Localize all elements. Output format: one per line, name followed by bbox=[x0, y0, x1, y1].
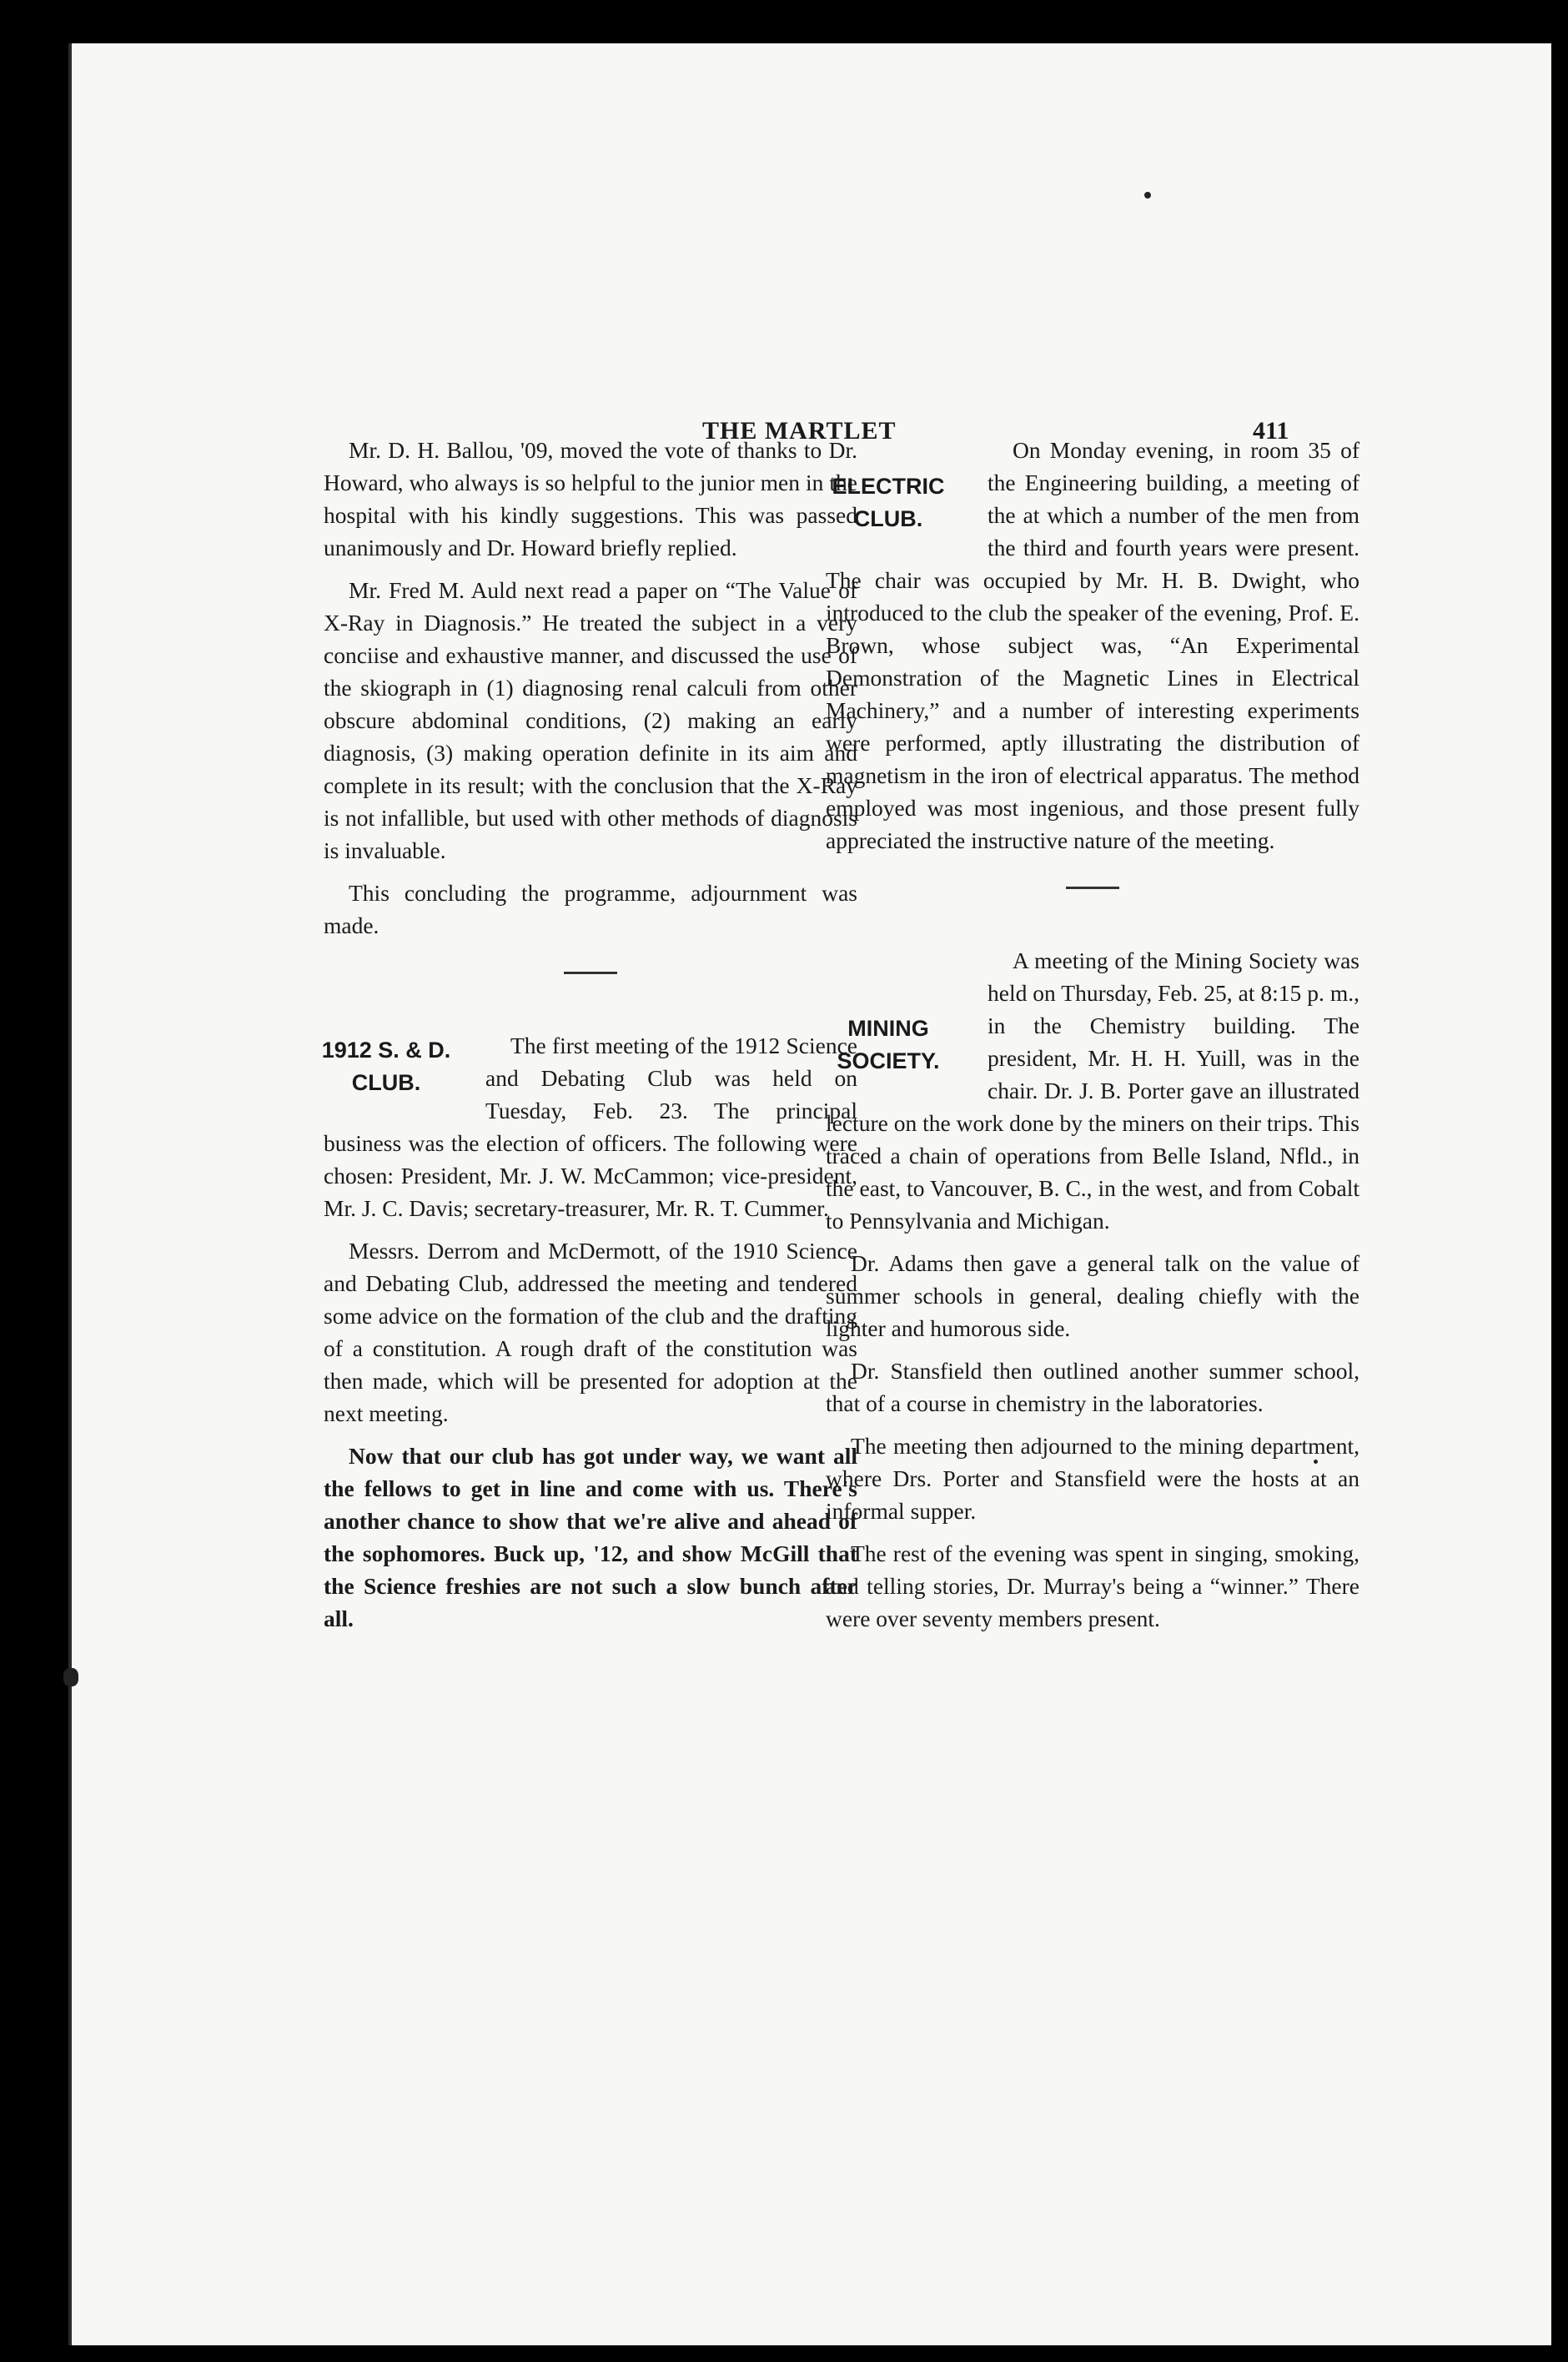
sidehead-line: ELECTRIC bbox=[832, 474, 945, 499]
club-1912-article bbox=[321, 1029, 857, 1635]
paragraph bbox=[826, 434, 1359, 857]
paragraph-text: A meeting of the Mining Society was held on Thursday, Feb. 25, at 8:15 p. m., in the Chemistry building. The president, Mr. H. H. Yuill, was in the chair. Dr. J. B. Porter gave an illustrated lecture on the work done by the miners on their trips. This traced a chain of operations from Belle Island, Nfld., in the east, to Vancouver, B. C., in the west, and from Cobalt to Pennsylvania and Michigan. bbox=[826, 947, 1359, 1234]
sidehead-line: 1912 S. & D. bbox=[321, 1038, 451, 1063]
running-title: THE MARTLET bbox=[702, 417, 897, 445]
paragraph bbox=[321, 1029, 857, 1224]
sidehead-line: SOCIETY. bbox=[837, 1048, 940, 1073]
electric-club-sidehead bbox=[801, 470, 976, 535]
paragraph bbox=[826, 944, 1359, 1237]
mining-society-sidehead bbox=[801, 1013, 976, 1078]
electric-club-article bbox=[826, 434, 1359, 857]
paragraph: Dr. Stansfield then outlined another summer school, that of a course in chemistry in the laboratories. bbox=[826, 1358, 1359, 1416]
paragraph: This concluding the programme, adjournment was made. bbox=[324, 880, 857, 938]
sidehead-line: MINING bbox=[847, 1016, 929, 1041]
paragraph: Dr. Adams then gave a general talk on the value of summer schools in general, dealing chiefly with the lighter and humorous side. bbox=[826, 1250, 1359, 1341]
sidehead-line: CLUB. bbox=[853, 506, 923, 531]
paragraph: The meeting then adjourned to the mining department, where Drs. Porter and Stansfield were the hosts at an informal supper. bbox=[826, 1433, 1359, 1524]
paragraph: Messrs. Derrom and McDermott, of the 1910 Science and Debating Club, addressed the meeting and tendered some advice on the formation of the club and the drafting of a constitution. A rough draft of the constitution was then made, which will be presented for adoption at the next meeting. bbox=[324, 1238, 857, 1426]
page-area bbox=[68, 43, 1551, 2345]
mining-society-article bbox=[826, 944, 1359, 1635]
section-rule bbox=[564, 972, 617, 974]
paragraph-text: The first meeting of the 1912 Science and Debating Club was held on Tuesday, Feb. 23. The principal business was the election of officers. The following were chosen: President, Mr. J. W. McCammon; vice-president, Mr. J. C. Davis; secretary-treasurer, Mr. R. T. Cummer. bbox=[324, 1033, 857, 1221]
paragraph: Mr. D. H. Ballou, '09, moved the vote of thanks to Dr. Howard, who always is so helpful to the junior men in the hospital with his kindly suggestions. This was passed unanimously and Dr. Howard briefly replied. bbox=[324, 437, 857, 560]
page-number: 411 bbox=[1253, 417, 1289, 445]
paragraph: The rest of the evening was spent in singing, smoking, and telling stories, Dr. Murray's being a “winner.” There were over seventy members present. bbox=[826, 1540, 1359, 1631]
section-rule bbox=[1066, 887, 1119, 889]
left-column bbox=[321, 434, 857, 1645]
club-1912-sidehead bbox=[299, 1034, 474, 1099]
paragraph: Mr. Fred M. Auld next read a paper on “The Value of X-Ray in Diagnosis.” He treated the subject in a very conciise and exhaustive manner, and discussed the use of the skiograph in (1) diagnosing renal calculi from other obscure abdominal conditions, (2) making an early diagnosis, (3) making operation definite in its aim and complete in its result; with the conclusion that the X-Ray is not infallible, but used with other methods of diagnosis is invaluable. bbox=[324, 577, 857, 863]
sidehead-line: CLUB. bbox=[351, 1070, 421, 1095]
paragraph: Now that our club has got under way, we want all the fellows to get in line and come with us. There's another chance to show that we're alive and ahead of the sophomores. Buck up, '12, and show McGill that the Science freshies are not such a slow bunch after all. bbox=[324, 1443, 857, 1631]
right-column bbox=[826, 434, 1359, 1645]
paragraph-text: On Monday evening, in room 35 of the Engineering building, a meeting of the at which a number of the men from the third and fourth years were present. The chair was occupied by Mr. H. B. Dwight, who introduced to the club the speaker of the evening, Prof. E. Brown, whose subject was, “An Experimental Demonstration of the Magnetic Lines in Electrical Machinery,” and a number of interesting experiments were performed, aptly illustrating the distribution of magnetism in the iron of electrical apparatus. The method employed was most ingenious, and those present fully appreciated the instructive nature of the meeting. bbox=[826, 437, 1359, 853]
